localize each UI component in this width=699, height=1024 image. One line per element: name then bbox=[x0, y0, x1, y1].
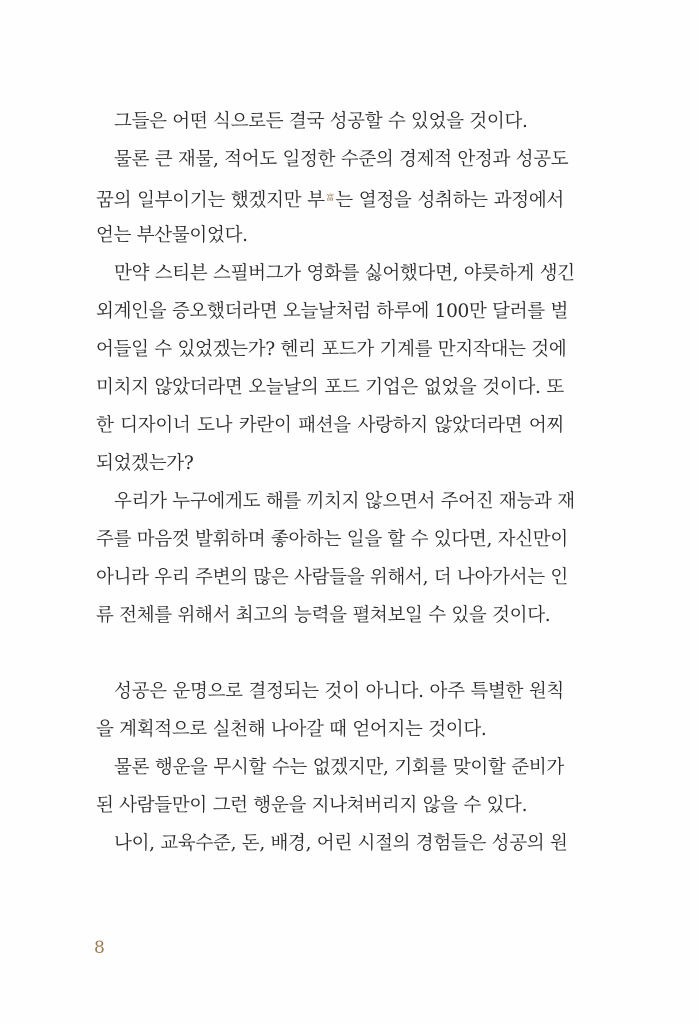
page-number: 8 bbox=[94, 938, 105, 958]
text-line: 아니라 우리 주변의 많은 사람들을 위해서, 더 나아가서는 인 bbox=[96, 567, 568, 588]
text-line: 한 디자이너 도나 카란이 패션을 사랑하지 않았더라면 어찌 bbox=[96, 415, 564, 436]
text-line: 미치지 않았더라면 오늘날의 포드 기업은 없었을 것이다. 또 bbox=[96, 377, 564, 398]
text-line: 주를 마음껏 발휘하며 좋아하는 일을 할 수 있다면, 자신만이 bbox=[96, 529, 568, 550]
text-line: 얻는 부산물이었다. bbox=[96, 225, 248, 246]
text-line: 나이, 교육수준, 돈, 배경, 어린 시절의 경험들은 성공의 원 bbox=[114, 833, 568, 854]
text-line-with-hanja bbox=[96, 183, 564, 221]
text-segment: 는 열정을 성취하는 과정에서 bbox=[335, 190, 564, 211]
text-line: 물론 큰 재물, 적어도 일정한 수준의 경제적 안정과 성공도 bbox=[114, 149, 569, 170]
text-line: 물론 행운을 무시할 수는 없겠지만, 기회를 맞이할 준비가 bbox=[114, 757, 564, 778]
text-line: 우리가 누구에게도 해를 끼치지 않으면서 주어진 재능과 재 bbox=[114, 491, 575, 512]
body-text bbox=[96, 107, 575, 867]
paragraph-break bbox=[96, 639, 564, 677]
text-line: 류 전체를 위해서 최고의 능력을 펼쳐보일 수 있을 것이다. bbox=[96, 605, 551, 626]
text-line: 성공은 운명으로 결정되는 것이 아니다. 아주 특별한 원칙 bbox=[114, 681, 564, 702]
text-line: 되었겠는가? bbox=[96, 453, 194, 474]
text-line: 외계인을 증오했더라면 오늘날처럼 하루에 100만 달러를 벌 bbox=[96, 301, 569, 322]
text-line: 그들은 어떤 식으로든 결국 성공할 수 있었을 것이다. bbox=[114, 111, 528, 132]
text-segment: 꿈의 일부이기는 했겠지만 부 bbox=[96, 190, 325, 211]
text-line: 된 사람들만이 그런 행운을 지나쳐버리지 않을 수 있다. bbox=[96, 795, 528, 816]
text-line: 만약 스티븐 스필버그가 영화를 싫어했다면, 야릇하게 생긴 bbox=[114, 263, 575, 284]
text-line: 을 계획적으로 실천해 나아갈 때 얻어지는 것이다. bbox=[96, 719, 487, 740]
text-line: 어들일 수 있었겠는가? 헨리 포드가 기계를 만지작대는 것에 bbox=[96, 339, 567, 360]
hanja-annotation: 富 bbox=[325, 193, 335, 202]
